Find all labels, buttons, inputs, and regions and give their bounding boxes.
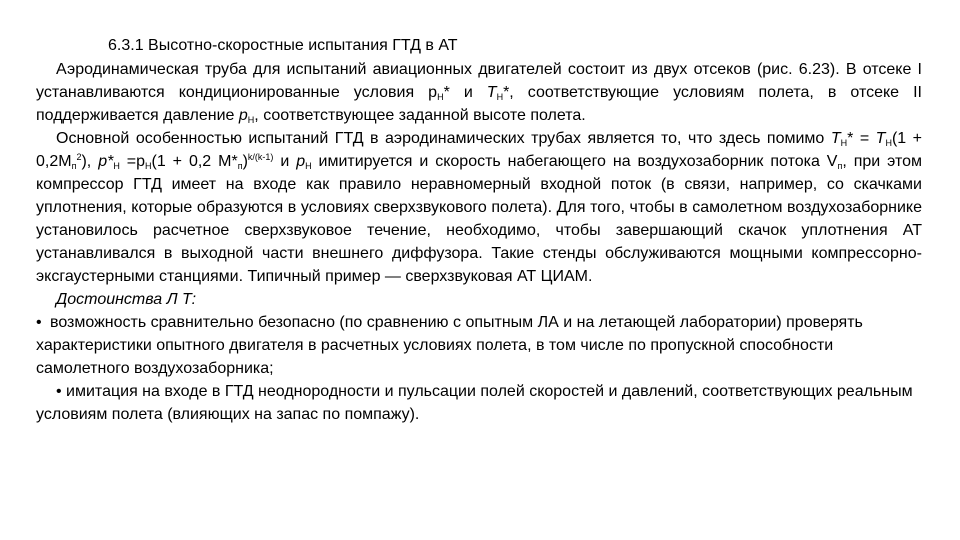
body-text <box>36 58 922 426</box>
paragraph-testing-features: Основной особенностью испытаний ГТД в аэродинамических трубах является то, что здесь помимо $T_H* = T_H(1 + 0,2M_п^2)$, $p*_H =p_H(1 + 0,2$ $M*_п)^{k/(k-1)}$ и $p_H$ имитируется и скорость набегающего на воздухозаборник потока $V_п$, при этом компрессор ГТД имеет на входе как правило неравномерный входной поток (в связи, например, со скачками уплотнения, которые образуются в условиях сверхзвукового полета). Для того, чтобы в самолетном воздухозаборнике установилось расчетное сверхзвуковое течение, необходимо, чтобы завершающий скачок уплотнения АТ устанавливался в выходной части внешнего диффузора. Такие стенды обслуживаются мощными компрессорно-эксгаустерными станциями. Типичный пример — сверхзвуковая АТ ЦИАМ. <box>36 130 923 285</box>
bullet-marker: • <box>36 314 42 331</box>
section-heading: 6.3.1 Высотно-скоростные испытания ГТД в АТ <box>108 37 458 54</box>
advantage-item-flow-simulation: • имитация на входе в ГТД неоднородности и пульсации полей скоростей и давлений, соответствующих реальным условиям полета (влияющих на запас по помпажу). <box>36 383 913 423</box>
paragraph-wind-tunnel-description: Аэродинамическая труба для испытаний авиационных двигателей состоит из двух отсеков (рис. 6.23). В отсеке I устанавливаются кондиционированные условия $р_H*$ и $T_H*$, соответствующие условиям полета, в отсеке II поддерживается давление $p_H$, соответствующее заданной высоте полета. <box>36 61 922 125</box>
advantages-heading: Достоинства Л Т: <box>56 291 197 308</box>
advantage-item-safe-testing: • возможность сравнительно безопасно (по сравнению с опытным ЛА и на летающей лаборатории) проверять характеристики опытного двигателя в расчетных условиях полета, в том числе по пропускной способности самолетного воздухозаборника; <box>36 311 922 380</box>
